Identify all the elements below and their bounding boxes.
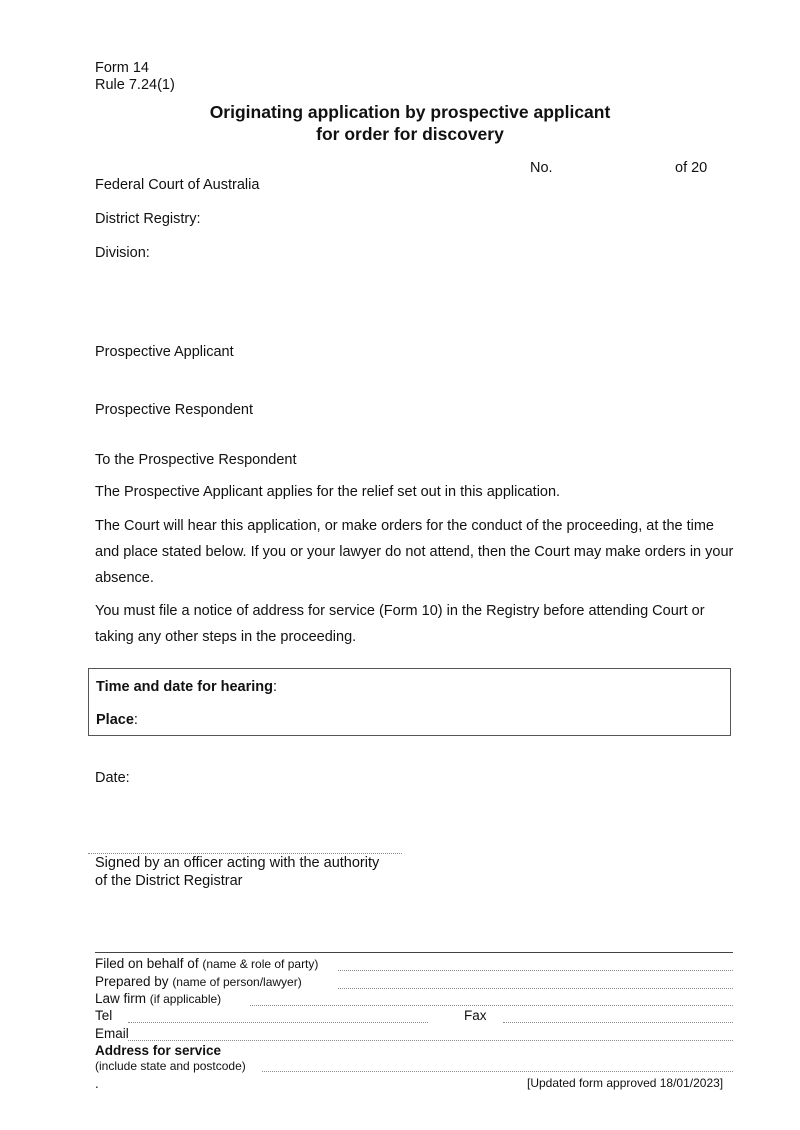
law-firm-field[interactable]: [250, 1005, 733, 1006]
tel-label: Tel: [95, 1008, 113, 1023]
form-rule: Rule 7.24(1): [95, 77, 175, 93]
form-title-line1: Originating application by prospective applicant: [209, 102, 611, 122]
law-firm-hint: (if applicable): [149, 992, 222, 1006]
filed-on-behalf-hint: (name & role of party): [202, 957, 319, 971]
address-for-service-hint: (include state and postcode): [95, 1059, 246, 1073]
filed-on-behalf-field[interactable]: [338, 970, 733, 971]
address-for-service-label: Address for service: [95, 1043, 222, 1058]
addressee: To the Prospective Respondent: [95, 452, 297, 468]
prospective-respondent-label: Prospective Respondent: [95, 402, 253, 418]
case-year-label: of 20: [675, 160, 708, 176]
address-for-service-field[interactable]: [262, 1071, 733, 1072]
hearing-place-row: [96, 712, 138, 728]
prepared-by-field[interactable]: [338, 988, 733, 989]
footer-top-rule: [95, 952, 733, 953]
email-field[interactable]: [128, 1040, 733, 1041]
form-title-line2: for order for discovery: [316, 124, 504, 144]
hearing-place-colon: :: [133, 712, 138, 728]
address-for-service-paragraph: You must file a notice of address for service (Form 10) in the Registry before attending Court or taking any other steps in the proceeding.: [95, 603, 705, 645]
fax-field[interactable]: [503, 1022, 733, 1023]
hearing-paragraph: The Court will hear this application, or make orders for the conduct of the proceeding, at the time and place stated below. If you or your lawyer do not attend, then the Court may make orders in your absence.: [95, 518, 734, 586]
updated-form-note: [Updated form approved 18/01/2023]: [527, 1076, 724, 1090]
relief-paragraph: The Prospective Applicant applies for the relief set out in this application.: [95, 484, 561, 500]
date-label: Date:: [95, 770, 130, 786]
law-firm-label: Law firm: [95, 991, 147, 1006]
law-firm-row: [95, 991, 221, 1006]
hearing-time-label: Time and date for hearing: [96, 679, 273, 695]
hearing-time-row: [96, 679, 277, 695]
prepared-by-label: Prepared by: [95, 974, 169, 989]
hearing-details-box: [88, 668, 731, 736]
fax-label: Fax: [464, 1008, 487, 1023]
filed-on-behalf-row: [95, 956, 318, 971]
signature-line1: Signed by an officer acting with the authority: [95, 855, 380, 871]
prospective-applicant-label: Prospective Applicant: [95, 344, 234, 360]
tel-field[interactable]: [128, 1022, 428, 1023]
prepared-by-hint: (name of person/lawyer): [172, 975, 302, 989]
signature-line: [88, 853, 402, 854]
case-number-label: No.: [530, 160, 553, 176]
division-label: Division:: [95, 245, 150, 261]
district-registry-label: District Registry:: [95, 211, 201, 227]
footer-dot: .: [95, 1076, 99, 1091]
email-label: Email: [95, 1026, 129, 1041]
form-number: Form 14: [95, 60, 149, 76]
filed-on-behalf-label: Filed on behalf of: [95, 956, 199, 971]
hearing-place-label: Place: [96, 712, 134, 728]
signature-line2: of the District Registrar: [95, 873, 243, 889]
prepared-by-row: [95, 974, 302, 989]
court-name: Federal Court of Australia: [95, 177, 260, 193]
hearing-time-colon: :: [273, 679, 278, 695]
